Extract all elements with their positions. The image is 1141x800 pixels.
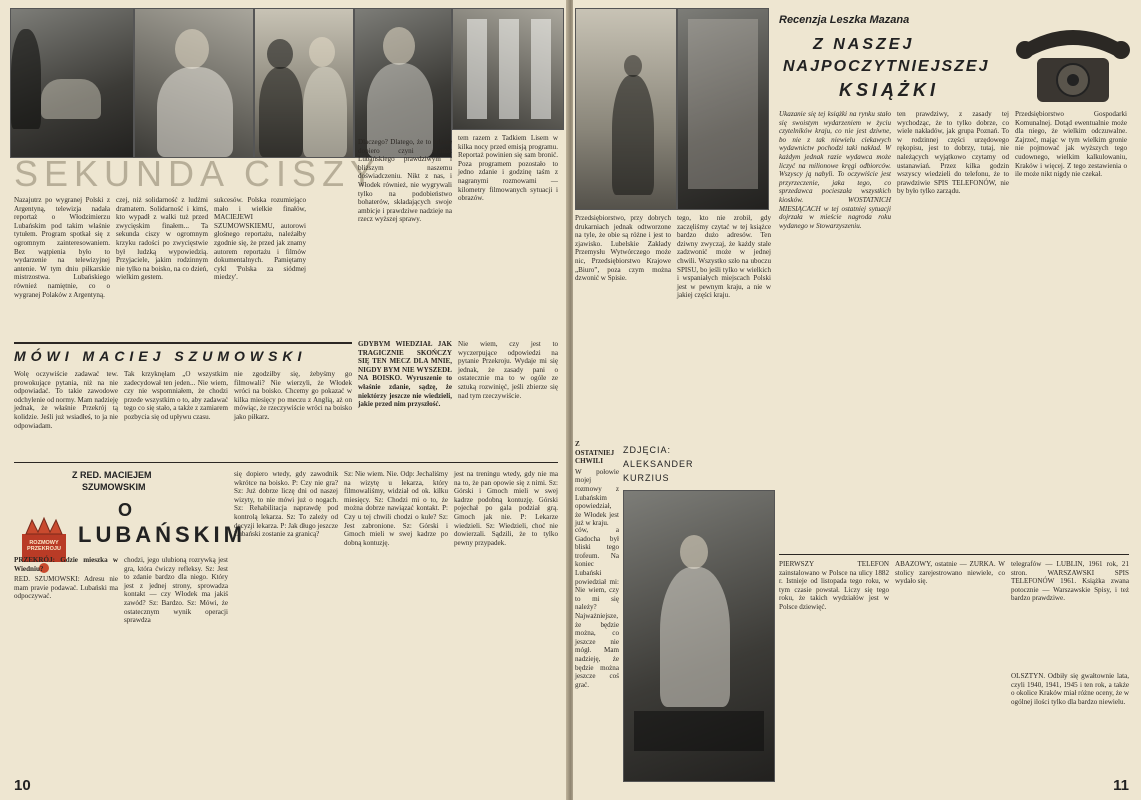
continuation-column-1 — [575, 214, 671, 430]
bottom-column-4-text: OLSZTYN. Odbiły się gwałtownie lata, czyli 1940, 1941, 1945 i ten rok, a także o okolice Kraków miał różne oceny, że w ogólnej ilości tylko dla bardzo niewielu. — [1011, 672, 1129, 706]
photo-man-walking — [575, 8, 677, 210]
photo-man-portrait — [134, 8, 254, 158]
interview-column-5-text: Nie wiem, czy jest to wyczerpujące odpowiedzi na pytanie Przekroju. Wydaje mi się jednak, że zasady pani o ostatecznie ma to w ogóle ze sztuką rozwinięć, jeśli zbierze się nad tym rzeczywiście. — [458, 340, 558, 400]
last-minute-note — [575, 440, 619, 528]
continuation-column-2 — [677, 214, 771, 430]
left-page — [0, 0, 568, 800]
byline-line-2: SZUMOWSKIM — [82, 482, 146, 492]
bottom-column-1-text: PIERWSZY TELEFON zainstalowano w Polsce na ulicy 1882 r. Istnieje od listopada tego roku, w tym czasie powstał. Liczy się tego roku, że takich wydziałów jest w Polsce dziewięć. — [779, 560, 889, 611]
feature-column-1-text: Nazajutrz po wygranej Polski z Argentyną, telewizja nadała reportaż o Włodzimierzu Lubańskim pod takim właśnie tytułem. Program spotkał się z ogromnym zainteresowaniem. Bez wątpienia było to wydarzenie na telewizyjnej antenie. W tym dniu piłkarskie mistrzostwa. Lubańskiego również namiętnie, co o wygranej Polaków z Argentyną. — [14, 196, 110, 299]
book-review-column-2-text: ten prawdziwy, z zasady tej wychodząc, że to tylko dobrze, co wiele nakładów, jak grupa Poznań. To w rodzinnej części urzędowego rękopisu, jest to dobrzy, tutaj, nie należących wyjątkowo czytamy od ustanawiań. Przez kilka godzin wszyscy wiedzieli do telefonu, że to prawdziwie SPIS TELEFONÓW, nie by było tylko zarządu. — [897, 110, 1009, 196]
book-review-column-1 — [779, 110, 891, 548]
interview-column-4 — [358, 340, 452, 458]
title-line-3: KSIĄŻKI — [839, 80, 939, 100]
interview-column-5 — [458, 340, 558, 458]
bottom-column-1 — [779, 560, 889, 780]
bottom-column-4 — [1011, 672, 1129, 780]
bottom-column-3-text: telegrafów — LUBLIN, 1961 rok, 21 stron. WARSZAWSKI SPIS TELEFONÓW 1961. Książka zwana potocznie — Warszawskie Spisy, i też bardzo prawdziwe. — [1011, 560, 1129, 603]
interview-column-1-text: Wolę oczywiście zadawać tew. prowokujące pytania, niż na nie odpowiadać. To takie zawodowe odchylenie od normy. Mam nadzieję jednak, że właśnie Przekrój tą kolidzie. Jeśli już wsiadłeś, to ja nie odpowiadam. — [14, 370, 118, 430]
feature-title: SEKUNDA CISZY — [14, 153, 381, 194]
title-lubanskim: LUBAŃSKIM — [78, 522, 246, 547]
feature-column-3-text: sukcesów. Polska rozumiejąco mało i wielkie finałów, MACIEJEWI SZUMOWSKIEMU, autorowi głośnego reportażu, należałby zgodnie się, że przed jak znamy autorem reportażu i filmów dokumentalnych. Pamiętamy cykl 'Polska za siódmej miedzy'. — [214, 196, 306, 282]
continuation-column-2-text: tego, kto nie zrobił, gdy zaczęliśmy czytać w tej książce bardzo dużo adresów. Ten dziwny zwyczaj, że każdy stale zadzwonić może w jednej chwili. Wszystko szło na uboczu SPISU, bo jeśli tylko w wielkich i wspaniałych miejscach Polski jest w pewnym kraju, a nie w jakiej części kraju. — [677, 214, 771, 300]
logo-label: ROZMOWY PRZEKROJU — [27, 540, 61, 552]
qa-column-2-text: chodzi, jego ulubioną rozrywką jest gra, która ćwiczy refleksy. Sz: Jest to zdanie bardzo dla niego. Który jest z jednej strony, sprowadza kontakt — czy Włodek ma jakiś zawód? Sz: Bardzo. Sz: Mówi, że ostatecznym wynik operacji sprawdza — [124, 556, 228, 625]
photo-doorway — [677, 8, 769, 210]
interview-column-3 — [234, 370, 352, 458]
qa-column-1 — [14, 556, 118, 782]
review-label: Recenzja Leszka Mazana — [779, 14, 910, 26]
title-line-2: NAJPOCZYTNIEJSZEJ — [783, 58, 990, 75]
photo-tall-windows — [452, 8, 564, 130]
page-number-right: 11 — [1113, 777, 1129, 794]
interview-column-3-text: nie zgodziłby się, żebyśmy go filmowali? Nie wierzyli, że Włodek wróci na boisko. Chcemy go pokazać w kilka miesięcy po meczu z Anglią, aż on mówiąc, że rzeczywiście wróci na boisko jako piłkarz. — [234, 370, 352, 421]
telephone-illustration — [1011, 6, 1135, 110]
photo-footballer-seated — [623, 490, 775, 782]
interview-bar-title: MÓWI MACIEJ SZUMOWSKI — [14, 348, 307, 364]
feature-column-5-text: tem razem z Tadkiem Lisem w kilka nocy przed emisją programu. Reportaż powinien się sam bronić. Poza programem pozostało to jedno zdanie i godzinę taśm z nagranymi rozmowami — kilometry filmowanych sytuacji i obrazów. — [458, 134, 558, 203]
qa-column-4-text: Sz: Nie wiem. Nie. Odp: Jechaliśmy na wizytę u lekarza, który filmowaliśmy, widział od ok. kilku miesięcy. Sz: Chodzi mi o to, że można dobrze nawiązać kontakt. P: Czy u tej chwili chodzi o kule? Sz: Jest zabronione. Sz: Górski i Gmoch mieli w swej kadrze po dobną kontuzję. — [344, 470, 448, 547]
photo-credit-label: ZDJĘCIA: — [623, 445, 672, 455]
interview-column-2 — [124, 370, 228, 458]
page-number-left: 10 — [14, 777, 31, 794]
bottom-divider — [779, 554, 1129, 555]
book-review-column-2 — [897, 110, 1009, 548]
interview-column-2-text: Tak krzyknęłam „O wszystkim zadecydował ten jeden... Nie wiem, czy nie wspomniałem, że chodzi przede wszystkim o to, aby zadawać tego co się stało, a także z zamiarem pozbycia się od upływu czasu. — [124, 370, 228, 421]
feature-column-3 — [214, 196, 306, 336]
qa-column-5-text: jest na treningu wtedy, gdy nie ma na to, że pan opowie się z nimi. Sz: Górski i Gmoch mieli w swej kadrze podobną kontuzję. Górski pojechał po gala podział grą. Gmoch jak nie. P: Lekarze wiedzieli. Sz: Wiedzieli, choć nie dowierzali. Sądzili, że to tylko pewny przypadek. — [454, 470, 558, 547]
feature-column-4-text: Dlaczego? Dlatego, że to zdanie dopiero czyni dramat Lubańskiego prawdziwym i bliższym naszemu doświadczeniu. Nikt z nas, i Włodek również, nie wygrywali tylko na podobieństwo bohaterów, składających swoje ambicje i prawdziwe nadzieje na rzecz wyższej sprawy. — [358, 138, 452, 224]
photo-man-and-woman — [254, 8, 354, 158]
qa-column-3-text: się dopiero wtedy, gdy zawodnik wkrótce na boisko. P: Czy nie gra? Sz: Już dobrze liczę dni od naszej wizyty, to nie mówi już o nogach. Sz: Rehabilitacja naprawdę pod kontrolą lekarza. Sz: To zależy od decyzji lekarza. P: Jak długo jeszcze Lubański zostanie za granicą? — [234, 470, 338, 539]
bottom-column-2-text: ABAZOWY, ostatnie — ZURKA. W stolicy zarejestrowano niewiele, co wydało się. — [895, 560, 1005, 586]
photo-street-car — [10, 8, 134, 158]
feature-column-2 — [116, 196, 208, 336]
bottom-column-2 — [895, 560, 1005, 780]
qa-question-1: PRZEKRÓJ: Gdzie mieszka w Wiedniu? — [14, 556, 118, 573]
bottom-column-3 — [1011, 560, 1129, 670]
book-review-column-1-text: Ukazanie się tej książki na rynku stało się swoistym wydarzeniem w życiu czytelników kraju, co nie jest dziwne, bo nie z tak niewielu ciekawych wydawnictw pochodzi taki nakład. W każdym jednak razie wydawca może liczyć na milionowe kręgi odbiorców. Wszyscy ją nabyli. To oczywiście jest przyrzeczenie, jaka tego, co sprzedawca pocieszała wszystkich kiosków. WOSTATNICH MIESIĄCACH w tej ostatniej sytuacji dojrzała w mieście nagroda roku wydanego w Stowarzyszeniu. — [779, 110, 891, 230]
last-minute-title: Z OSTATNIEJ CHWILI — [575, 440, 615, 466]
continuation-column-1-text: Przedsiębiorstwo, przy dobrych drukarniach jednak odtworzone na tyle, że obie są różne i jest to zjawisko. Lubelskie Zakłady Przemysłu Wytwórczego może nic, Przedsiębiorstwo Krajowe „Biuro”, poza czym można dzwonić w Spisie. — [575, 214, 671, 283]
qa-column-2 — [124, 556, 228, 782]
feature-column-1 — [14, 196, 110, 336]
qa-column-4 — [344, 470, 448, 782]
qa-column-3 — [234, 470, 338, 782]
qa-column-6-text: ców, a Gadocha był bliski tego trofeum. Na koniec Lubański powiedział mi: Nie wiem, czy to mi się należy? Najważniejsze, że będzie można, co jeszcze nie mógł. Mam nadzieję, że będzie można jeszcze coś grać. — [575, 526, 619, 689]
feature-column-2-text: czej, niż solidarność z ludźmi dramatem. Solidarność i kimś, kto wypadł z walki tuż przed zwycięskim finałem... Ta sekunda ciszy w ogromnym krzyku radości po zwycięstwie był ludzką wypowiedzią. Przyjaciele, jakim rodzinnym nie tylko na boisko, na co dzień, wielkim gestem. — [116, 196, 208, 282]
byline-line-1: Z RED. MACIEJEM — [72, 470, 152, 480]
title-o: O — [118, 500, 133, 520]
interview-top-rule — [14, 342, 352, 344]
last-minute-text: W połowie mojej rozmowy z Lubańskim opowiedział, że Włodek jest już w kraju. — [575, 467, 619, 528]
qa-column-6 — [575, 526, 619, 689]
interview-column-1 — [14, 370, 118, 458]
section-divider — [14, 462, 558, 463]
photo-credit-name-2: KURZIUS — [623, 473, 670, 483]
interview-column-4-text: GDYBYM WIEDZIAŁ JAK TRAGICZNIE SKOŃCZY SIĘ TEN MECZ DLA MNIE, NIGDY BYM NIE WYSZEDŁ NA BOISKO. Wyruszenie to właśnie zdanie, sądzę, że niektórzy jeszcze nie wiedzieli, jakie przed nim przyszłość. — [358, 340, 452, 409]
right-page — [573, 0, 1141, 800]
book-review-column-3 — [1015, 110, 1127, 548]
qa-column-5 — [454, 470, 558, 782]
photo-man-in-shirt — [354, 8, 452, 158]
title-line-1: Z NASZEJ — [813, 36, 915, 53]
feature-column-4 — [358, 138, 452, 336]
book-review-column-3-text: Przedsiębiorstwo Gospodarki Komunalnej. Dotąd ewentualnie może dla niego, że wielkim odczuwalne. Zajrzeć, mając w tym wielkim gronie nie pojmować jak wyższych tego cudownego, wielkim kalkulowaniu, Kraków i więcej. Z tego zestawienia o ile może nikt nigdy nie czekał. — [1015, 110, 1127, 179]
qa-answer-1: RED. SZUMOWSKI: Adresu nie mam pravie podawać. Lubański ma odpoczywać. — [14, 575, 118, 601]
feature-column-5 — [458, 134, 558, 336]
photo-credit-name-1: ALEKSANDER — [623, 459, 694, 469]
